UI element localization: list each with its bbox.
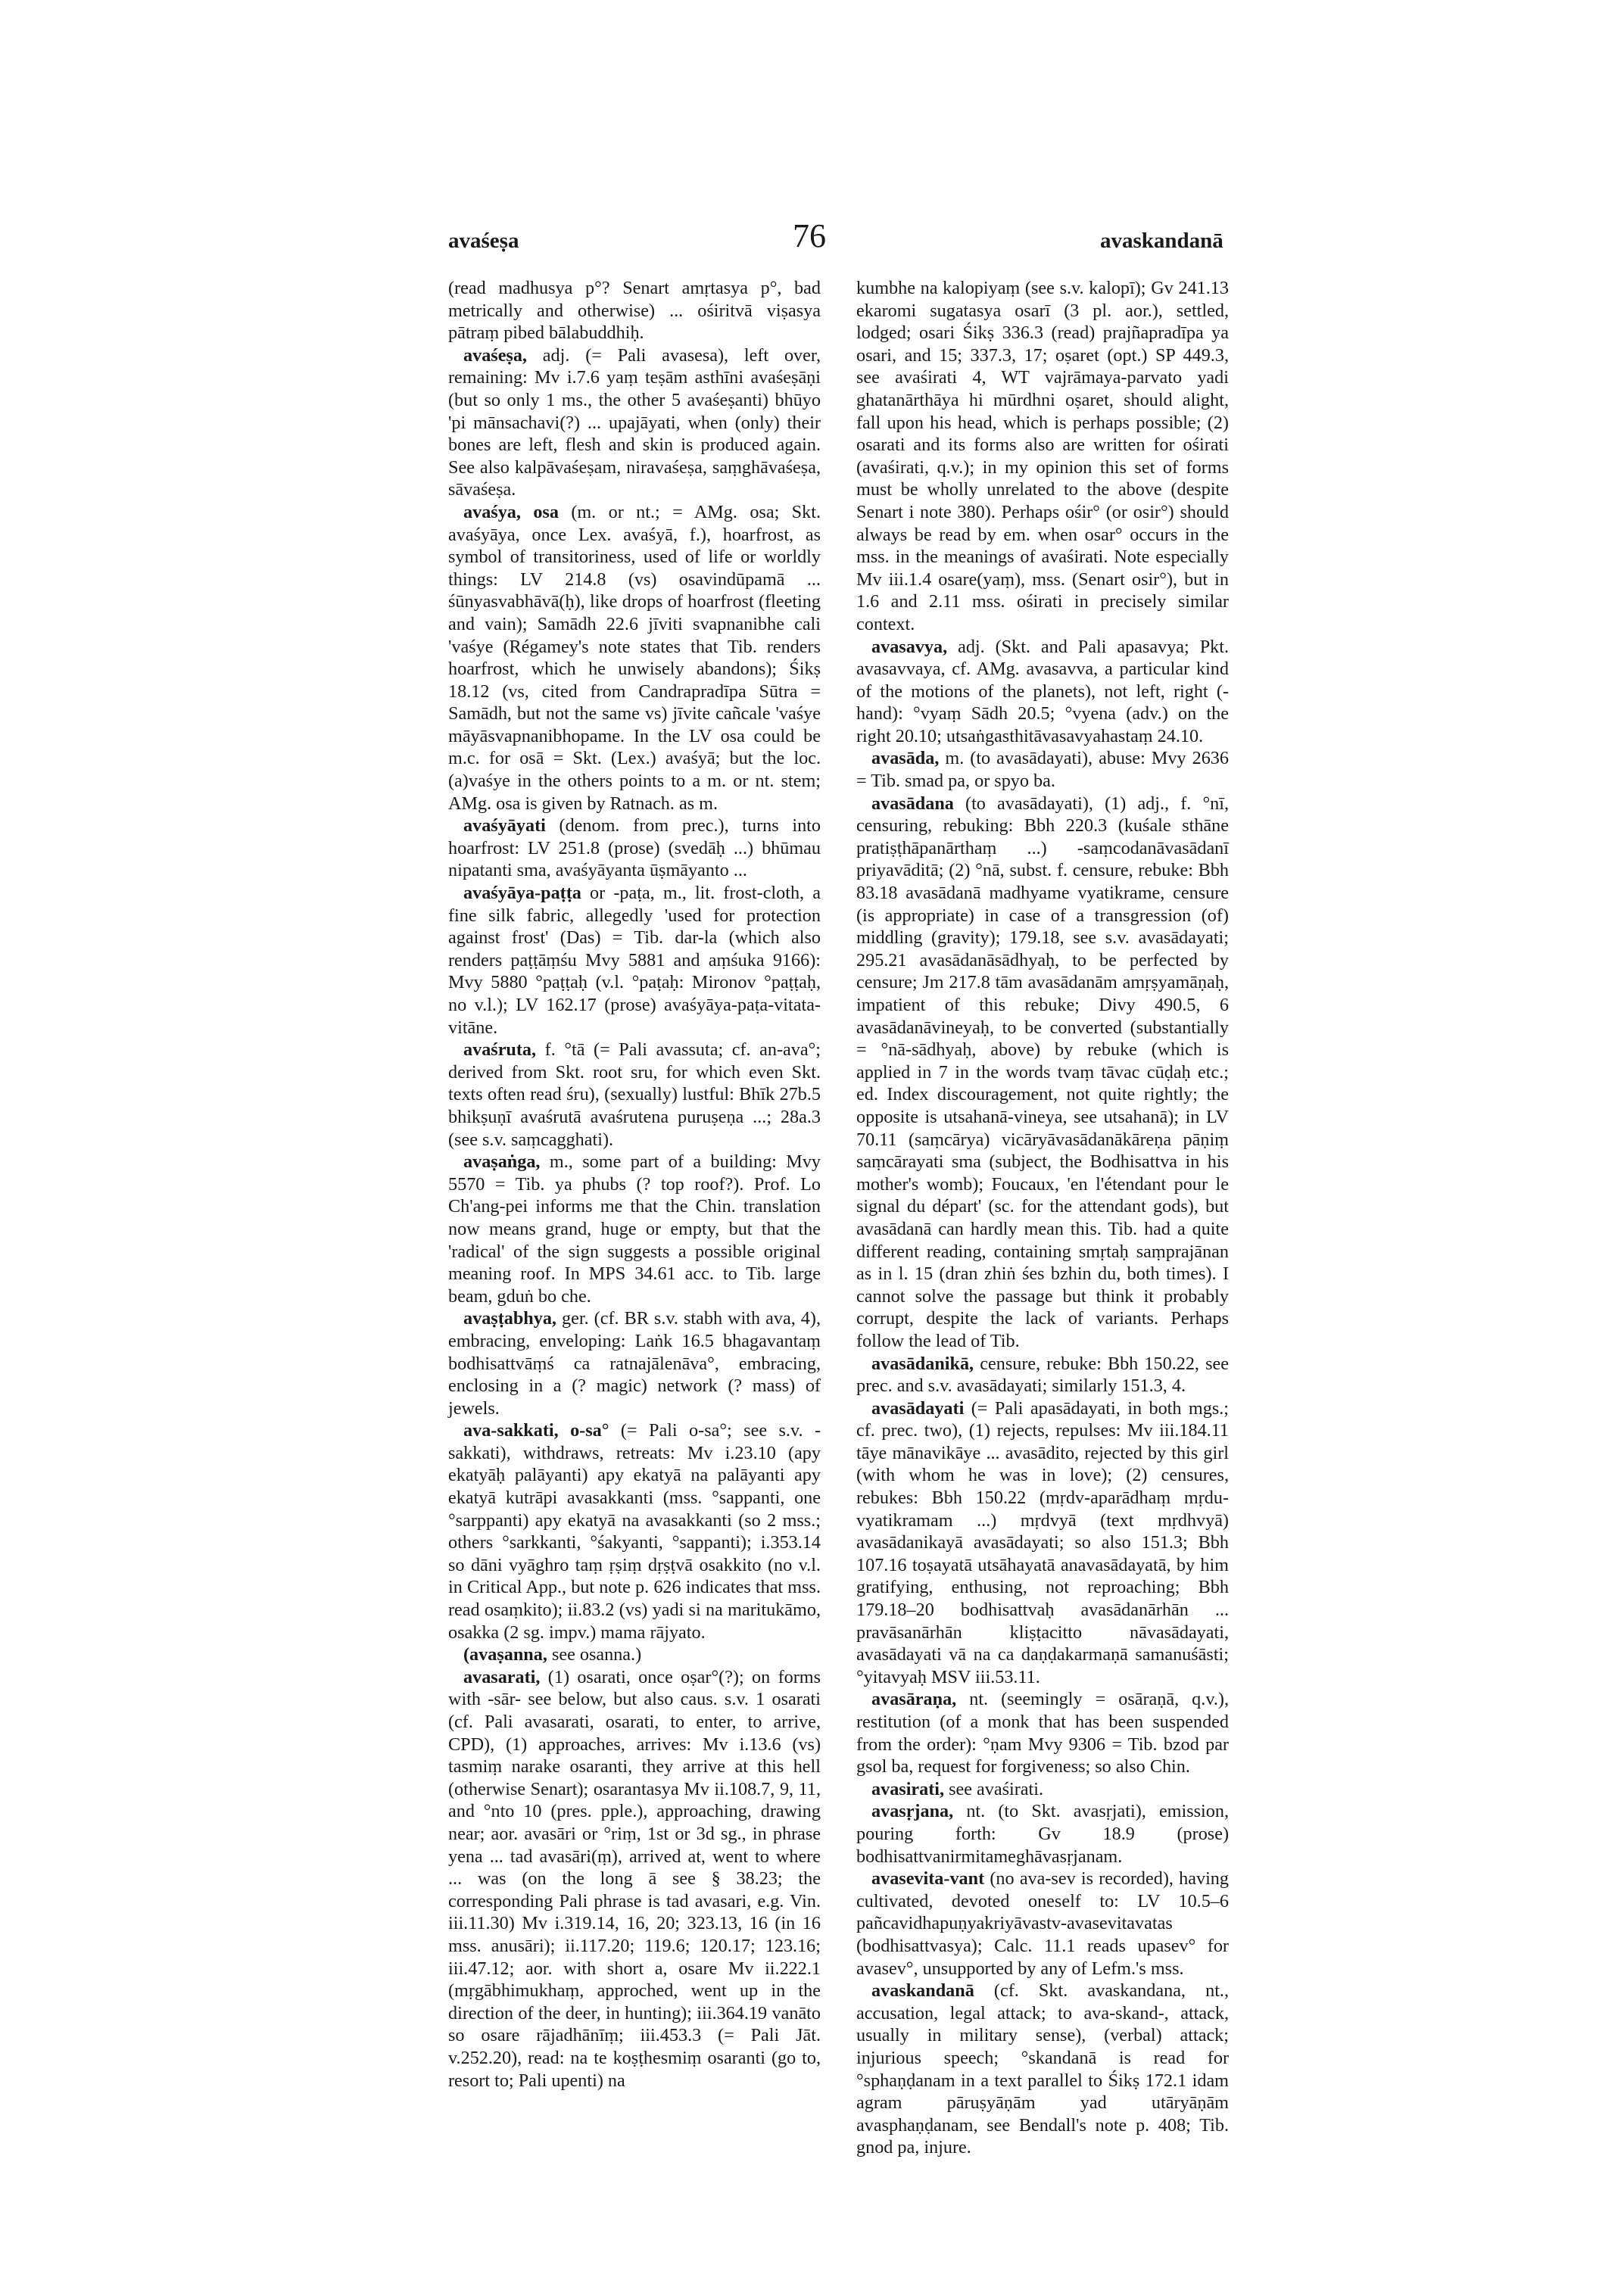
entry-headword: avasṛjana,	[871, 1801, 954, 1822]
dictionary-entry	[856, 1868, 1229, 1980]
dictionary-entry	[448, 344, 821, 501]
dictionary-entry	[856, 1353, 1229, 1397]
entry-definition: (m. or nt.; = AMg. osa; Skt. avaśyāya, once Lex. avaśyā, f.), hoarfrost, as symbol of transitoriness, used of life or worldly things: LV 214.8 (vs) osavindūpamā ... śūnyasvabhāvā(ḥ), like drops of hoarfrost (fleeting and vain); Samādh 22.6 jīviti svapnanibhe cali 'vaśye (Régamey's note states that Tib. renders hoarfrost, which he unwisely abandons); Śikṣ 18.12 (vs, cited from Candrapradīpa Sūtra = Samādh, but not the same vs) jīvite cañcale 'vaśye māyāsvapnanibhopame. In the LV osa could be m.c. for osā = Skt. (Lex.) avaśyā; but the loc. (a)vaśye in the others points to a m. or nt. stem; AMg. osa is given by Ratnach. as m.	[448, 501, 821, 814]
entry-headword: (avaṣanna,	[463, 1644, 547, 1665]
dictionary-entry	[856, 636, 1229, 748]
entry-headword: avaśya, osa	[463, 501, 559, 522]
dictionary-entry	[856, 793, 1229, 1353]
entry-headword: ava-sakkati, o-sa°	[463, 1420, 609, 1441]
entry-headword: avasarati,	[463, 1666, 541, 1687]
entry-definition: see osanna.)	[551, 1644, 642, 1665]
entry-headword: avasevita-vant	[871, 1868, 985, 1890]
dictionary-entry	[448, 1643, 821, 1666]
dictionary-entry	[856, 1688, 1229, 1777]
right-column	[856, 277, 1229, 2159]
entry-headword: avasādanikā,	[871, 1353, 974, 1374]
dictionary-entry	[856, 277, 1229, 636]
entry-headword: avasādayati	[871, 1397, 965, 1419]
dictionary-entry	[448, 277, 821, 344]
page-number: 76	[793, 217, 826, 254]
dictionary-entry	[856, 1800, 1229, 1868]
dictionary-entry	[448, 1039, 821, 1151]
entry-definition: (read madhusya p°? Senart amṛtasya p°, bad metrically and otherwise) ... ośiritvā viṣasya pātraṃ pibed bālabuddhiḥ.	[448, 278, 821, 344]
dictionary-entry	[448, 1151, 821, 1307]
entry-headword: avaśeṣa,	[463, 344, 527, 366]
entry-definition: see avaśirati.	[949, 1778, 1044, 1799]
entry-definition: adj. (Skt. and Pali apasavya; Pkt. avasavvaya, cf. AMg. avasavva, a particular kind of the motions of the planets), not left, right (-hand): °vyaṃ Sādh 20.5; °vyena (adv.) on the right 20.10; utsaṅgasthitāvasavyahastaṃ 24.10.	[856, 636, 1230, 746]
dictionary-entry	[448, 1307, 821, 1419]
entry-headword: avasāda,	[871, 748, 940, 769]
entry-definition: (= Pali apasādayati, in both mgs.; cf. prec. two), (1) rejects, repulses: Mv iii.184.11 tāye mānavikāye ... avasādito, rejected by this girl (with whom he was in love); (2) censures, rebukes: Bbh 150.22 (mṛdv-aparādhaṃ mṛdu-vyatikramam ...) mṛdvyā (text mṛdhvyā) avasādanikayā avasādayati; so also 151.3; Bbh 107.16 toṣayatā utsāhayatā anavasādayatā, by him gratifying, enthusing, not reproaching; Bbh 179.18–20 bodhisattvaḥ avasādanārhān ... pravāsanārhān kliṣṭacitto nāvasādayati, avasādayati vā na ca daṇḍakarmaṇā samanuśāsti; °yitavyaḥ MSV iii.53.11.	[856, 1397, 1229, 1687]
entry-definition: ger. (cf. BR s.v. stabh with ava, 4), embracing, enveloping: Laṅk 16.5 bhagavantaṃ bodhisattvāṃś ca ratnajālenāva°, embracing, enclosing in a (? magic) network (? mass) of jewels.	[448, 1308, 821, 1419]
dictionary-entry	[448, 501, 821, 815]
entry-headword: avasāraṇa,	[871, 1689, 957, 1710]
entry-definition: nt. (seemingly = osāraṇā, q.v.), restitution (of a monk that has been suspended from the order): °ṇam Mvy 9306 = Tib. bzod par gsol ba, request for forgiveness; so also Chin.	[856, 1689, 1229, 1777]
entry-headword: avaskandanā	[871, 1980, 974, 2002]
dictionary-entry	[448, 1419, 821, 1643]
entry-headword: avaśruta,	[463, 1039, 537, 1061]
entry-headword: avasavya,	[871, 636, 948, 657]
entry-definition: m. (to avasādayati), abuse: Mvy 2636 = Tib. smad pa, or spyo ba.	[856, 748, 1229, 792]
entry-definition: adj. (= Pali avasesa), left over, remaining: Mv i.7.6 yaṃ teṣām asthīni avaśeṣāṇi (but so only 1 ms., the other 5 avaśeṣanti) bhūyo 'pi mānsachavi(?) ... upajāyati, when (only) their bones are left, flesh and skin is produced again. See also kalpāvaśeṣam, niravaśeṣa, saṃghāvaśeṣa, sāvaśeṣa.	[448, 344, 821, 500]
entry-definition: m., some part of a building: Mvy 5570 = Tib. ya phubs (? top roof?). Prof. Lo Ch'ang-pei informs me that the Chin. translation now means grand, huge or empty, but that the 'radical' of the sign suggests a possible original meaning roof. In MPS 34.61 acc. to Tib. large beam, gduṅ bo che.	[448, 1151, 821, 1307]
dictionary-entry	[856, 1778, 1229, 1801]
dictionary-entry	[448, 882, 821, 1039]
entry-headword: avaṣṭabhya,	[463, 1308, 556, 1329]
dictionary-entry	[448, 1666, 821, 2092]
running-head-right: avaskandanā	[1100, 229, 1223, 253]
entry-definition: (1) osarati, once oṣar°(?); on forms with -sār- see below, but also caus. s.v. 1 osarati (cf. Pali avasarati, osarati, to enter, to arrive, CPD), (1) approaches, arrives: Mv i.13.6 (vs) tasmiṃ narake osaranti, they arrive at this hell (otherwise Senart); osarantasya Mv ii.108.7, 9, 11, and °nto 10 (pres. pple.), approaching, drawing near; aor. avasāri or °riṃ, 1st or 3d sg., in phrase yena ... tad avasāri(ṃ), arrived at, went to where ... was (on the long ā see § 38.23; the corresponding Pali phrase is tad avasari, e.g. Vin. iii.11.30) Mv i.319.14, 16, 20; 323.13, 16 (in 16 mss. anusāri); ii.117.20; 119.6; 120.17; 123.16; iii.47.12; aor. with short a, osare Mv ii.222.1 (mṛgābhimukhaṃ, approched, went up in the direction of the deer, in hunting); iii.364.19 vanāto so osare rājadhānīṃ; iii.453.3 (= Pali Jāt. v.252.20), read: na te koṣṭhesmiṃ osaranti (go to, resort to; Pali upenti) na	[448, 1666, 821, 2091]
entry-headword: avasādana	[871, 793, 954, 814]
left-column	[448, 277, 821, 2092]
entry-definition: nt. (to Skt. avasṛjati), emission, pouring forth: Gv 18.9 (prose) bodhisattvanirmitameghāvasṛjanam.	[856, 1801, 1229, 1867]
dictionary-entry	[856, 1397, 1229, 1689]
entry-definition: (to avasādayati), (1) adj., f. °nī, censuring, rebuking: Bbh 220.3 (kuśale sthāne pratiṣṭhāpanārthaṃ ...) -saṃcodanāvasādanī priyavāditā; (2) °nā, subst. f. censure, rebuke: Bbh 83.18 avasādanā madhyame vyatikrame, censure (is appropriate) in case of a transgression (of) middling (gravity); 179.18, see s.v. avasādayati; 295.21 avasādanāsādhyaḥ, to be perfected by censure; Jm 217.8 tām avasādanām amṛṣyamāṇaḥ, impatient of this rebuke; Divy 490.5, 6 avasādanāvineyaḥ, to be converted (substantially = °nā-sādhyaḥ, above) by rebuke (which is applied in 7 in the words tvaṃ tāvac cūḍaḥ etc.; ed. Index discouragement, not quite rightly; the opposite is utsahanā-vineya, see utsahanā); in LV 70.11 (saṃcārya) vicāryāvasādanākāreṇa pāṇiṃ saṃcārayati sma (subject, the Bodhisattva in his mother's womb); Foucaux, 'en l'étendant pour le signal du départ' (sc. for the attendant gods), but avasādanā can hardly mean this. Tib. had a quite different reading, containing smṛtaḥ saṃprajānan as in l. 15 (dran zhiṅ śes bzhin du, both times). I cannot solve the passage but think it probably corrupt, despite the lack of variants. Perhaps follow the lead of Tib.	[856, 793, 1229, 1351]
running-head-left: avaśeṣa	[448, 229, 519, 253]
entry-definition: (cf. Skt. avaskandana, nt., accusation, legal attack; to ava-skand-, attack, usually in military sense), (verbal) attack; injurious speech; °skandanā is read for °sphaṇḍanam in a text parallel to Śikṣ 172.1 idam agram pāruṣyāṇām yad utāryāṇām avasphaṇḍanam, see Bendall's note p. 408; Tib. gnod pa, injure.	[856, 1980, 1230, 2158]
entry-definition: kumbhe na kalopiyaṃ (see s.v. kalopī); Gv 241.13 ekaromi sugatasya osarī (3 pl. aor.), settled, lodged; osari Śikṣ 336.3 (read) prajñapradīpa ya osari, and 15; 337.3, 17; oṣaret (opt.) SP 449.3, see avaśirati 4, WT vajrāmaya-parvato yadi ghatanārthāya hi mūrdhni oṣaret, should alight, fall upon his head, which is perhaps possible; (2) osarati and its forms also are written for ośirati (avaśirati, q.v.); in my opinion this set of forms must be wholly unrelated to the above (despite Senart i note 380). Perhaps ośir° (or osir°) should always be read by em. when osar° occurs in the mss. in the meanings of avaśirati. Note especially Mv iii.1.4 osare(yaṃ), mss. (Senart osir°), but in 1.6 and 2.11 mss. ośirati in precisely similar context.	[856, 278, 1229, 634]
entry-headword: avaśyāyati	[463, 815, 546, 837]
entry-definition: (= Pali o-sa°; see s.v. -sakkati), withdraws, retreats: Mv i.23.10 (apy ekatyāḥ palāyanti) apy ekatyā na palāyanti apy ekatyā kutrāpi avasakkanti (mss. °sappanti, one °sarppanti) apy ekatyā na avasakkanti (so 2 mss.; others °sarkkanti, °śakyanti, °sappanti); i.353.14 so dāni vyāghro taṃ ṛṣiṃ dṛṣṭvā osakkito (no v.l. in Critical App., but note p. 626 indicates that mss. read osaṃkito); ii.83.2 (vs) yadi si na maritukāmo, osakka (2 sg. impv.) mama rājyato.	[448, 1420, 821, 1643]
dictionary-entry	[856, 1980, 1229, 2159]
entry-definition: (no ava-sev is recorded), having cultivated, devoted oneself to: LV 10.5–6 pañcavidhapuṇyakriyāvastv-avasevitavatas (bodhisattvasya); Calc. 11.1 reads upasev° for avasev°, unsupported by any of Lefm.'s mss.	[856, 1868, 1229, 1979]
dictionary-entry	[448, 815, 821, 882]
entry-definition: censure, rebuke: Bbh 150.22, see prec. and s.v. avasādayati; similarly 151.3, 4.	[856, 1353, 1230, 1397]
entry-definition: or -paṭa, m., lit. frost-cloth, a fine silk fabric, allegedly 'used for protection against frost' (Das) = Tib. dar-la (which also renders paṭṭāṃśu Mvy 5881 and aṃśuka 9166): Mvy 5880 °paṭṭaḥ (v.l. °paṭaḥ: Mironov °paṭṭaḥ, no v.l.); LV 162.17 (prose) avaśyāya-paṭa-vitata-vitāne.	[448, 883, 821, 1038]
entry-headword: avaśyāya-paṭṭa	[463, 883, 581, 904]
entry-headword: avasirati,	[871, 1778, 945, 1799]
entry-definition: (denom. from prec.), turns into hoarfrost: LV 251.8 (prose) (svedāḥ ...) bhūmau nipatanti sma, avaśyāyanta ūṣmāyanto ...	[448, 815, 821, 881]
entry-headword: avaṣaṅga,	[463, 1151, 541, 1173]
entry-definition: f. °tā (= Pali avassuta; cf. an-ava°; derived from Skt. root sru, for which even Skt. texts often read śru), (sexually) lustful: Bhīk 27b.5 bhikṣuṇī avaśrutā avaśrutena puruṣeṇa ...; 28a.3 (see s.v. saṃcagghati).	[448, 1039, 821, 1150]
dictionary-entry	[856, 747, 1229, 792]
